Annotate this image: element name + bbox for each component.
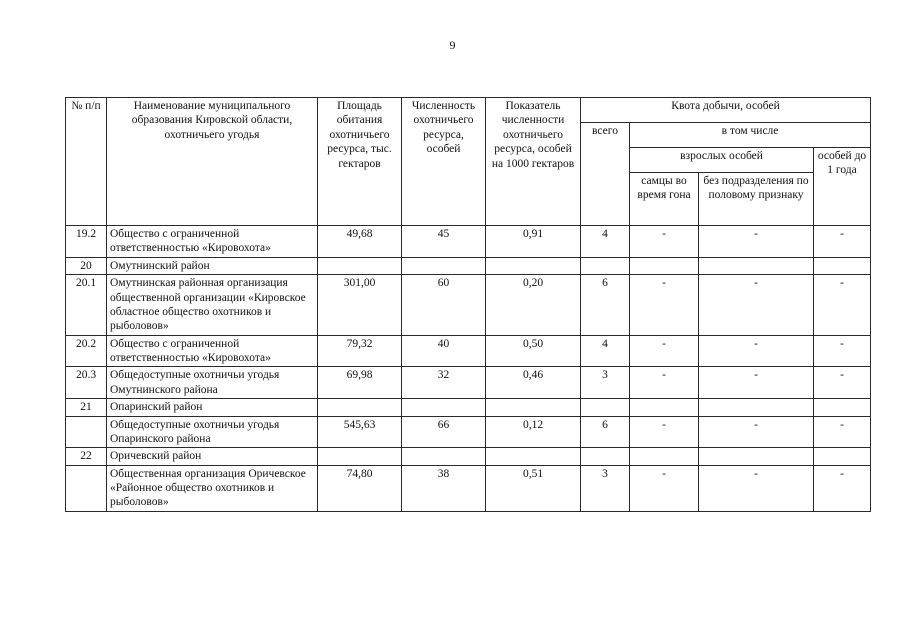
quota-table: [65, 97, 871, 512]
header-under1: особей до 1 года: [814, 148, 871, 226]
cell-males: -: [630, 367, 699, 399]
cell-index: 0,91: [486, 226, 581, 258]
cell-no-sex: -: [699, 335, 814, 367]
header-adults: взрослых особей: [630, 148, 814, 173]
cell-name: Опаринский район: [107, 399, 318, 416]
cell-under1: [814, 448, 871, 465]
cell-area: 74,80: [318, 465, 402, 511]
cell-area: [318, 448, 402, 465]
cell-males: -: [630, 465, 699, 511]
header-total: всего: [581, 123, 630, 226]
cell-males: -: [630, 416, 699, 448]
cell-no-sex: -: [699, 226, 814, 258]
cell-total: 3: [581, 465, 630, 511]
cell-index: 0,50: [486, 335, 581, 367]
cell-under1: -: [814, 416, 871, 448]
cell-total: 3: [581, 367, 630, 399]
table-row: [66, 367, 871, 399]
table-row: [66, 335, 871, 367]
cell-num: 20.1: [66, 275, 107, 336]
cell-no-sex: [699, 257, 814, 274]
cell-area: [318, 257, 402, 274]
cell-num: 21: [66, 399, 107, 416]
cell-name: Омутнинская районная организация общественной организации «Кировское областное общество охотников и рыболовов»: [107, 275, 318, 336]
header-index: Показатель численности охотничьего ресурса, особей на 1000 гектаров: [486, 98, 581, 226]
cell-count: [402, 257, 486, 274]
cell-area: 49,68: [318, 226, 402, 258]
cell-total: 6: [581, 416, 630, 448]
cell-name: Общедоступные охотничьи угодья Омутнинского района: [107, 367, 318, 399]
cell-males: [630, 448, 699, 465]
cell-under1: -: [814, 275, 871, 336]
cell-name: Общество с ограниченной ответственностью «Кировохота»: [107, 335, 318, 367]
table-row: [66, 416, 871, 448]
cell-under1: [814, 399, 871, 416]
cell-males: -: [630, 226, 699, 258]
cell-index: 0,51: [486, 465, 581, 511]
cell-total: 6: [581, 275, 630, 336]
cell-no-sex: -: [699, 275, 814, 336]
cell-males: [630, 399, 699, 416]
cell-area: 79,32: [318, 335, 402, 367]
cell-area: 301,00: [318, 275, 402, 336]
cell-index: 0,12: [486, 416, 581, 448]
header-num: № п/п: [66, 98, 107, 226]
page-number: 9: [449, 38, 456, 52]
table-body: [66, 226, 871, 512]
cell-under1: -: [814, 465, 871, 511]
cell-count: [402, 448, 486, 465]
cell-no-sex: -: [699, 367, 814, 399]
cell-num: 20: [66, 257, 107, 274]
cell-name: Общество с ограниченной ответственностью «Кировохота»: [107, 226, 318, 258]
cell-under1: -: [814, 335, 871, 367]
cell-num: 20.2: [66, 335, 107, 367]
cell-num: [66, 416, 107, 448]
cell-count: 66: [402, 416, 486, 448]
header-quota: Квота добычи, особей: [581, 98, 871, 123]
header-name: Наименование муниципального образования Кировской области, охотничьего угодья: [107, 98, 318, 226]
cell-total: 4: [581, 226, 630, 258]
cell-no-sex: [699, 448, 814, 465]
table-row: [66, 257, 871, 274]
header-area: Площадь обитания охотничьего ресурса, тыс. гектаров: [318, 98, 402, 226]
cell-males: [630, 257, 699, 274]
cell-count: 38: [402, 465, 486, 511]
table-row: [66, 226, 871, 258]
cell-count: 45: [402, 226, 486, 258]
cell-under1: -: [814, 226, 871, 258]
cell-no-sex: -: [699, 465, 814, 511]
cell-name: Омутнинский район: [107, 257, 318, 274]
cell-males: -: [630, 275, 699, 336]
cell-num: 22: [66, 448, 107, 465]
table-row: [66, 448, 871, 465]
cell-under1: -: [814, 367, 871, 399]
cell-index: [486, 448, 581, 465]
cell-index: [486, 257, 581, 274]
table-row: [66, 465, 871, 511]
cell-total: 4: [581, 335, 630, 367]
header-no-sex: без подразделения по половому признаку: [699, 173, 814, 226]
cell-area: 69,98: [318, 367, 402, 399]
cell-males: -: [630, 335, 699, 367]
table-header: [66, 98, 871, 226]
cell-index: [486, 399, 581, 416]
cell-count: 60: [402, 275, 486, 336]
cell-name: Оричевский район: [107, 448, 318, 465]
cell-total: [581, 399, 630, 416]
cell-num: 20.3: [66, 367, 107, 399]
cell-no-sex: [699, 399, 814, 416]
cell-under1: [814, 257, 871, 274]
header-count: Численность охотничьего ресурса, особей: [402, 98, 486, 226]
cell-total: [581, 448, 630, 465]
cell-num: 19.2: [66, 226, 107, 258]
cell-name: Общественная организация Оричевское «Районное общество охотников и рыболовов»: [107, 465, 318, 511]
cell-count: 32: [402, 367, 486, 399]
cell-count: [402, 399, 486, 416]
table-row: [66, 275, 871, 336]
table-row: [66, 399, 871, 416]
header-males: самцы во время гона: [630, 173, 699, 226]
cell-total: [581, 257, 630, 274]
cell-area: [318, 399, 402, 416]
cell-area: 545,63: [318, 416, 402, 448]
cell-count: 40: [402, 335, 486, 367]
header-including: в том числе: [630, 123, 871, 148]
cell-no-sex: -: [699, 416, 814, 448]
cell-index: 0,20: [486, 275, 581, 336]
cell-name: Общедоступные охотничьи угодья Опаринского района: [107, 416, 318, 448]
cell-index: 0,46: [486, 367, 581, 399]
cell-num: [66, 465, 107, 511]
